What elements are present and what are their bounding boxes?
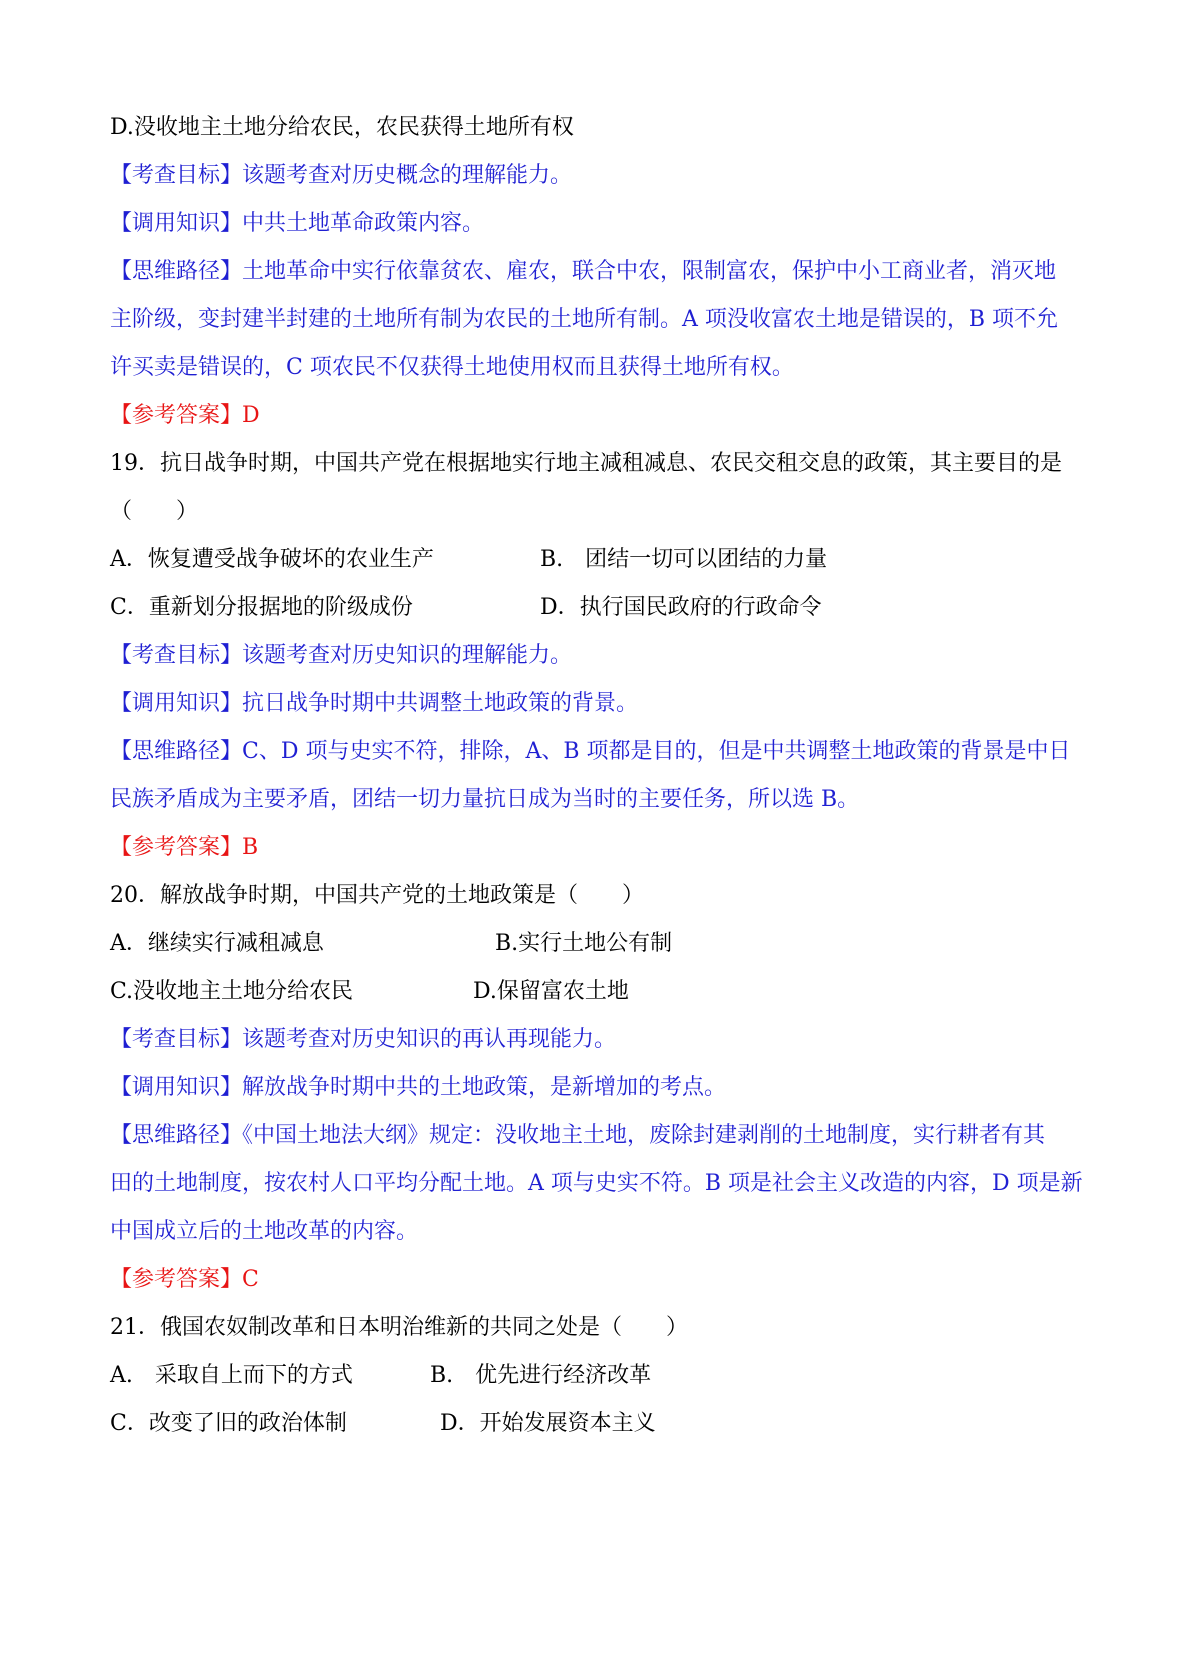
q18-reasoning-line-2: 主阶级，变封建半封建的土地所有制为农民的土地所有制。A 项没收富农土地是错误的，B 项不允 <box>110 307 1059 332</box>
q18-knowledge <box>110 204 1090 244</box>
target-label: 【考查目标】 <box>110 643 243 668</box>
q18-answer <box>110 396 1090 436</box>
target-label: 【考查目标】 <box>110 1027 243 1052</box>
q19-target <box>110 636 1090 676</box>
q20-options-row-1 <box>110 924 1090 964</box>
q20-reasoning-line-3: 中国成立后的土地改革的内容。 <box>110 1219 419 1244</box>
q20-target-text: 该题考查对历史知识的再认再现能力。 <box>242 1027 617 1052</box>
q21-stem: 21．俄国农奴制改革和日本明治维新的共同之处是（ ） <box>110 1315 688 1340</box>
q19-option-d: D．执行国民政府的行政命令 <box>540 595 822 620</box>
knowledge-label: 【调用知识】 <box>110 211 243 236</box>
target-label: 【考查目标】 <box>110 163 243 188</box>
q19-answer <box>110 828 1090 868</box>
q18-answer-value: D <box>242 403 260 428</box>
q19-option-c: C．重新划分报据地的阶级成份 <box>110 595 413 620</box>
knowledge-label: 【调用知识】 <box>110 691 243 716</box>
q19-stem-paren: （ ） <box>110 499 199 524</box>
q18-reasoning-text: 土地革命中实行依靠贫农、雇农，联合中农，限制富农，保护中小工商业者，消灭地 <box>242 259 1057 284</box>
q19-knowledge <box>110 684 1090 724</box>
q20-reasoning-line-1 <box>110 1116 1090 1156</box>
q20-option-a: A．继续实行减租减息 <box>110 931 324 956</box>
q20-options-row-2 <box>110 972 1090 1012</box>
answer-label: 【参考答案】 <box>110 835 243 860</box>
q19-options-row-2 <box>110 588 1090 628</box>
q19-target-text: 该题考查对历史知识的理解能力。 <box>242 643 573 668</box>
q19-reasoning-text: C、D 项与史实不符，排除，A、B 项都是目的，但是中共调整土地政策的背景是中日 <box>242 739 1071 764</box>
q18-target <box>110 156 1090 196</box>
q19-reasoning-line-2: 民族矛盾成为主要矛盾，团结一切力量抗日成为当时的主要任务，所以选 B。 <box>110 787 860 812</box>
q20-knowledge <box>110 1068 1090 1108</box>
q19-option-b: B. 团结一切可以团结的力量 <box>540 547 828 572</box>
q21-options-row-2 <box>110 1404 1090 1444</box>
q20-reasoning-line-2: 田的土地制度，按农村人口平均分配土地。A 项与史实不符。B 项是社会主义改造的内容，D 项是新 <box>110 1171 1083 1196</box>
q21-option-b: B. 优先进行经济改革 <box>430 1363 652 1388</box>
q20-answer <box>110 1260 1090 1300</box>
q19-stem: 19．抗日战争时期，中国共产党在根据地实行地主减租减息、农民交租交息的政策，其主要目的是 <box>110 451 1062 476</box>
q20-knowledge-text: 解放战争时期中共的土地政策，是新增加的考点。 <box>242 1075 727 1100</box>
reasoning-label: 【思维路径】 <box>110 259 243 284</box>
q18-knowledge-text: 中共土地革命政策内容。 <box>242 211 485 236</box>
q20-option-c: C.没收地主土地分给农民 <box>110 979 354 1004</box>
q20-stem: 20．解放战争时期，中国共产党的土地政策是（ ） <box>110 883 644 908</box>
q18-option-d: D.没收地主土地分给农民，农民获得土地所有权 <box>110 115 574 140</box>
q21-option-c: C．改变了旧的政治体制 <box>110 1411 347 1436</box>
q19-option-a: A．恢复遭受战争破坏的农业生产 <box>110 547 434 572</box>
q18-target-text: 该题考查对历史概念的理解能力。 <box>242 163 573 188</box>
q19-reasoning-line-1 <box>110 732 1090 772</box>
reasoning-label: 【思维路径】 <box>110 739 243 764</box>
answer-label: 【参考答案】 <box>110 1267 243 1292</box>
q18-reasoning-line-1 <box>110 252 1090 292</box>
q20-target <box>110 1020 1090 1060</box>
knowledge-label: 【调用知识】 <box>110 1075 243 1100</box>
reasoning-label: 【思维路径】 <box>110 1123 243 1148</box>
answer-label: 【参考答案】 <box>110 403 243 428</box>
q21-options-row-1 <box>110 1356 1090 1396</box>
q20-option-d: D.保留富农土地 <box>473 979 629 1004</box>
q19-answer-value: B <box>242 835 259 860</box>
q21-option-d: D．开始发展资本主义 <box>440 1411 656 1436</box>
q21-option-a: A. 采取自上而下的方式 <box>110 1363 353 1388</box>
q19-options-row-1 <box>110 540 1090 580</box>
q20-reasoning-text: 《中国土地法大纲》规定：没收地主土地，废除封建剥削的土地制度，实行耕者有其 <box>242 1123 1046 1148</box>
q20-option-b: B.实行土地公有制 <box>495 931 673 956</box>
q18-reasoning-line-3: 许买卖是错误的，C 项农民不仅获得土地使用权而且获得土地所有权。 <box>110 355 794 380</box>
q19-knowledge-text: 抗日战争时期中共调整土地政策的背景。 <box>242 691 639 716</box>
q20-answer-value: C <box>242 1267 259 1292</box>
